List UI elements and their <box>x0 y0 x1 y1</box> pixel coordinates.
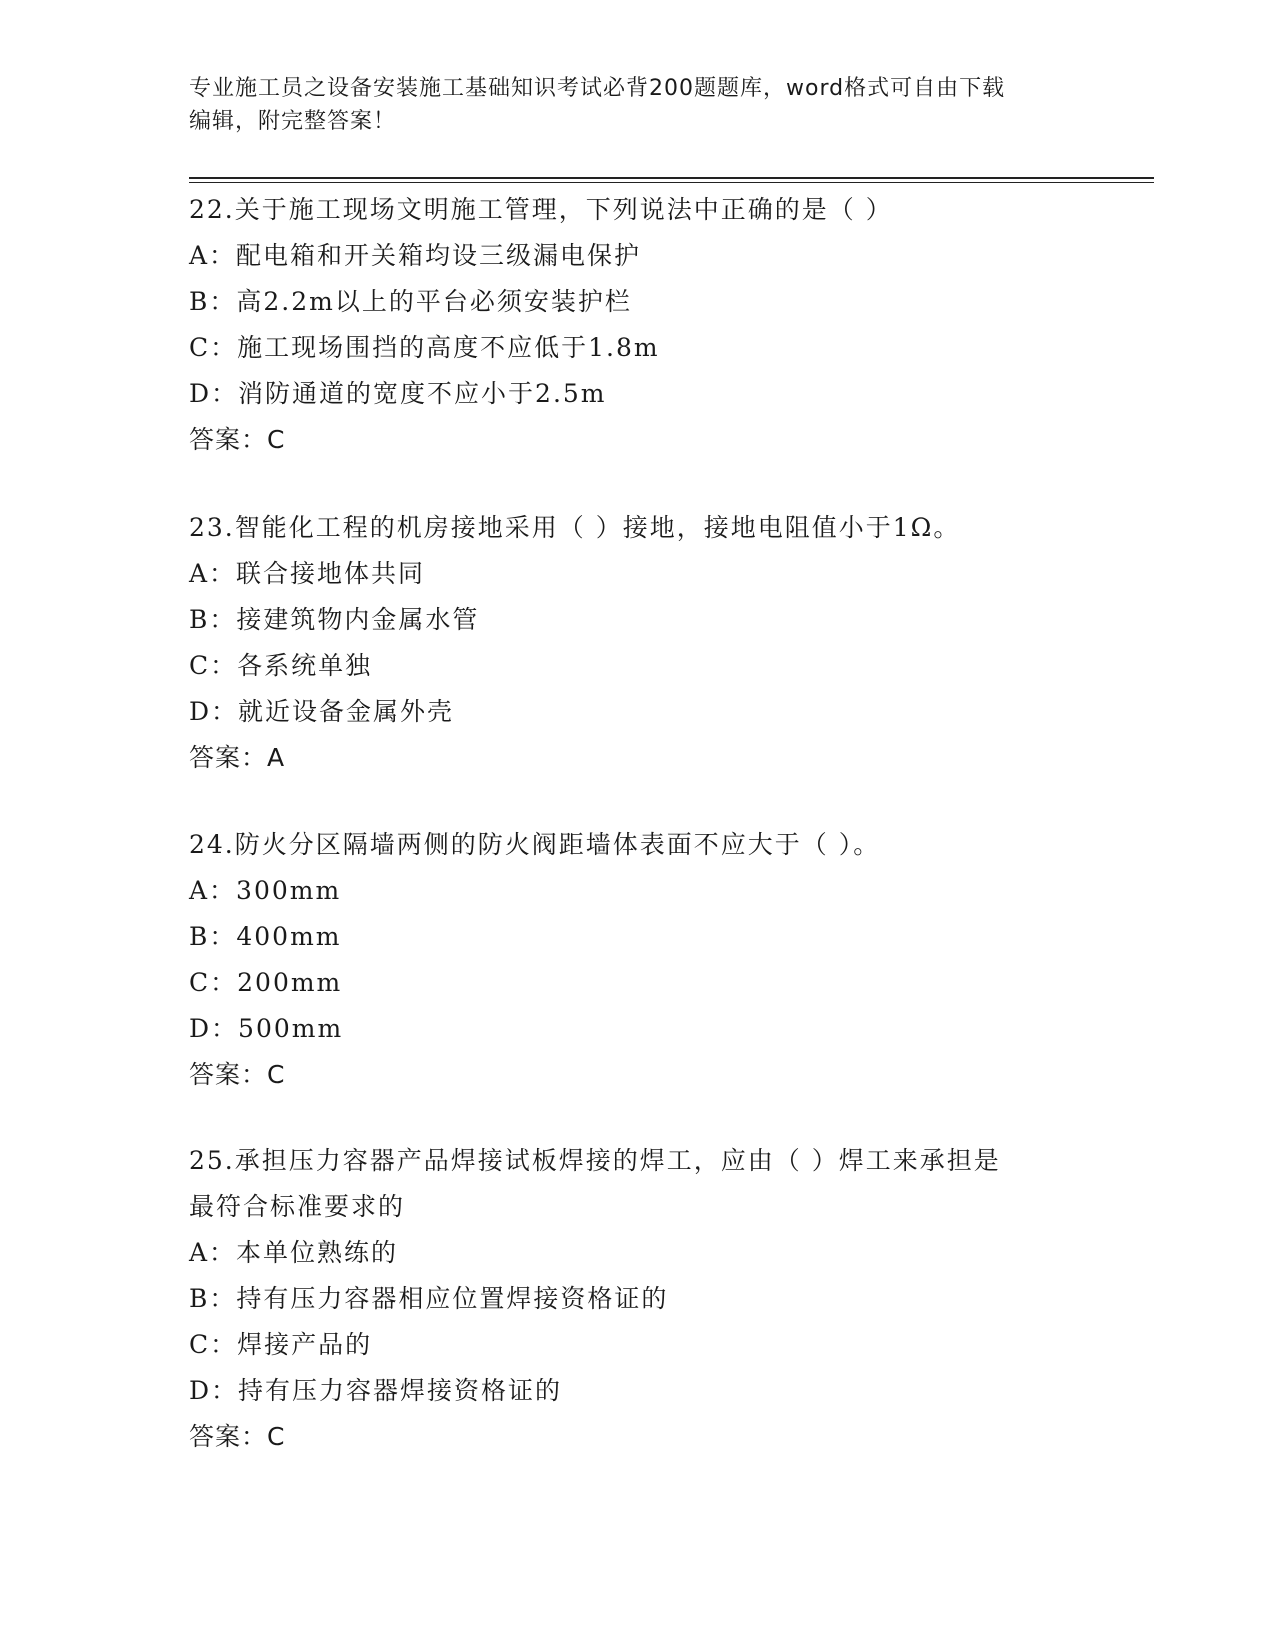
option-c: C：200mm <box>189 968 343 997</box>
document-header <box>189 72 1069 138</box>
header-divider-thick <box>189 177 1154 179</box>
answer-line: 答案：C <box>189 1060 286 1089</box>
option-d: D：消防通道的宽度不应小于2.5m <box>189 379 607 408</box>
question-22 <box>189 187 1089 463</box>
answer-line: 答案：C <box>189 1422 286 1451</box>
option-b: B：高2.2m以上的平台必须安装护栏 <box>189 287 632 316</box>
question-25 <box>189 1138 1089 1460</box>
option-c: C：施工现场围挡的高度不应低于1.8m <box>189 333 660 362</box>
question-stem-line-1: 25.承担压力容器产品焊接试板焊接的焊工，应由（ ）焊工来承担是 <box>189 1146 1001 1175</box>
option-b: B：接建筑物内金属水管 <box>189 605 480 634</box>
option-a: A：本单位熟练的 <box>189 1238 399 1267</box>
header-title-line-1: 专业施工员之设备安装施工基础知识考试必背200题题库，word格式可自由下载 <box>189 76 1006 101</box>
answer-line: 答案：C <box>189 425 286 454</box>
answer-line: 答案：A <box>189 743 286 772</box>
option-d: D：持有压力容器焊接资格证的 <box>189 1376 563 1405</box>
question-24 <box>189 822 1089 1098</box>
header-divider-thin <box>189 182 1154 183</box>
question-23 <box>189 505 1089 781</box>
header-title-line-2: 编辑，附完整答案！ <box>189 109 397 134</box>
option-a: A：配电箱和开关箱均设三级漏电保护 <box>189 241 642 270</box>
question-stem-line-2: 最符合标准要求的 <box>189 1192 406 1221</box>
question-stem: 23.智能化工程的机房接地采用（ ）接地，接地电阻值小于1Ω。 <box>189 513 961 542</box>
option-c: C：焊接产品的 <box>189 1330 373 1359</box>
option-a: A：联合接地体共同 <box>189 559 426 588</box>
option-a: A：300mm <box>189 876 342 905</box>
option-b: B：持有压力容器相应位置焊接资格证的 <box>189 1284 669 1313</box>
option-b: B：400mm <box>189 922 342 951</box>
option-d: D：500mm <box>189 1014 344 1043</box>
question-stem: 22.关于施工现场文明施工管理，下列说法中正确的是（ ） <box>189 195 893 224</box>
option-d: D：就近设备金属外壳 <box>189 697 455 726</box>
question-stem: 24.防火分区隔墙两侧的防火阀距墙体表面不应大于（ ）。 <box>189 830 881 859</box>
option-c: C：各系统单独 <box>189 651 373 680</box>
